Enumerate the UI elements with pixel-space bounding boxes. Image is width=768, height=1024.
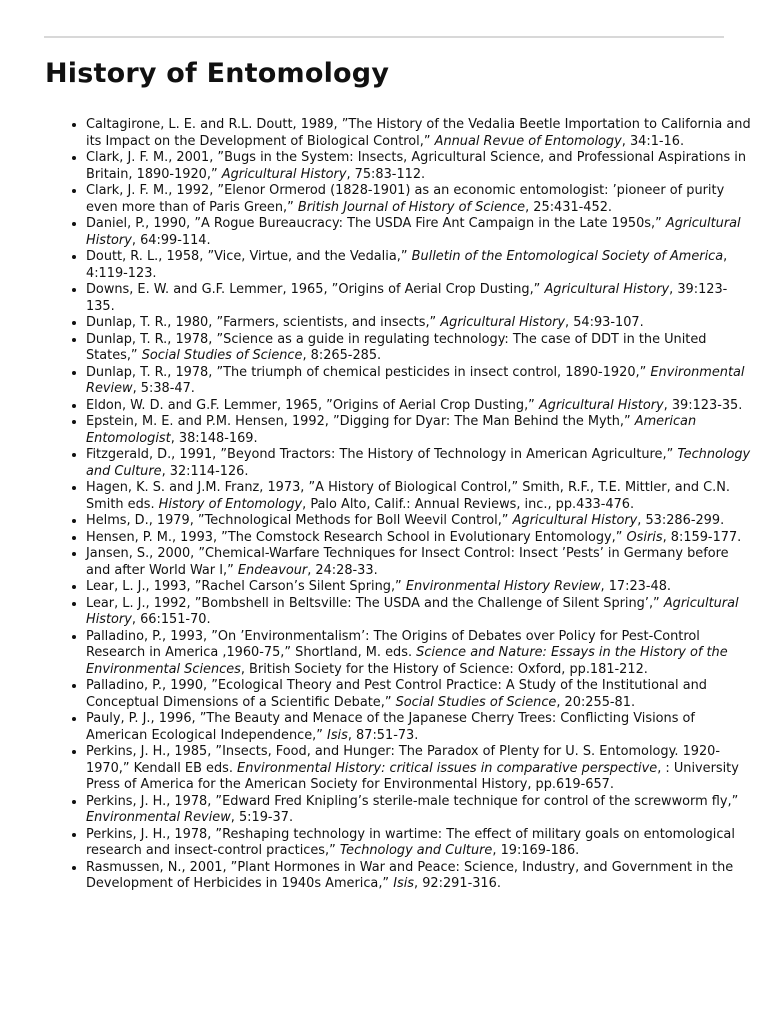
- reference-citation: , 25:431-452.: [525, 199, 612, 215]
- reference-item: [86, 629, 752, 679]
- reference-item: [86, 332, 752, 365]
- reference-source: Agricultural History: [544, 282, 670, 297]
- reference-citation: , 38:148-169.: [170, 430, 258, 446]
- reference-item: [86, 827, 752, 860]
- reference-citation: , 34:1-16.: [621, 133, 685, 149]
- reference-text: Eldon, W. D. and G.F. Lemmer, 1965, ”Origins of Aerial Crop Dusting,”: [86, 397, 539, 413]
- reference-citation: , 5:38-47.: [132, 381, 195, 396]
- reference-source: Bulletin of the Entomological Society of America: [411, 249, 724, 264]
- reference-text: Jansen, S., 2000, ”Chemical-Warfare Techniques for Insect Control: Insect ’Pests’ in Germany before and after World War I,”: [86, 546, 729, 578]
- reference-citation: , 66:151-70.: [131, 612, 211, 627]
- reference-source: Social Studies of Science: [395, 694, 557, 710]
- reference-item: [86, 794, 752, 827]
- reference-source: Isis: [327, 727, 348, 743]
- reference-citation: , 32:114-126.: [161, 463, 249, 479]
- reference-item: [86, 282, 752, 315]
- reference-source: Agricultural History: [512, 513, 638, 528]
- reference-source: Technology and Culture: [339, 843, 493, 858]
- reference-source: Isis: [393, 876, 415, 891]
- reference-citation: , British Society for the History of Science: Oxford, pp.181-212.: [240, 661, 648, 677]
- reference-item: [86, 249, 752, 282]
- reference-item: [86, 546, 752, 579]
- reference-source: History of Entomology: [158, 496, 303, 512]
- reference-text: Lear, L. J., 1992, ”Bombshell in Beltsville: The USDA and the Challenge of Silent Spring’,”: [86, 595, 664, 611]
- reference-citation: , 39:123-35.: [663, 397, 743, 413]
- reference-item: [86, 513, 752, 530]
- reference-text: Dunlap, T. R., 1978, ”Science as a guide in regulating technology: The case of DDT in the United States,”: [86, 331, 707, 363]
- reference-text: Perkins, J. H., 1985, ”Insects, Food, and Hunger: The Paradox of Plenty for U. S. Entomology. 1920-1970,” Kendall EB eds.: [86, 744, 721, 776]
- top-divider: [44, 36, 724, 38]
- reference-text: Rasmussen, N., 2001, ”Plant Hormones in War and Peace: Science, Industry, and Government in the Development of Herbicides in 1940s America,”: [86, 859, 734, 891]
- reference-source: Technology and Culture: [86, 447, 751, 479]
- reference-source: Environmental Review: [86, 810, 231, 825]
- reference-item: [86, 365, 752, 398]
- reference-source: Annual Revue of Entomology: [434, 133, 622, 149]
- reference-item: [86, 414, 752, 447]
- reference-citation: , 39:123-135.: [86, 282, 728, 314]
- reference-text: Pauly, P. J., 1996, ”The Beauty and Menace of the Japanese Cherry Trees: Conflicting Visions of American Ecological Independence,”: [86, 711, 695, 743]
- reference-source: Environmental History Review: [405, 579, 601, 594]
- reference-citation: , 24:28-33.: [307, 562, 378, 578]
- reference-text: Palladino, P., 1990, ”Ecological Theory and Pest Control Practice: A Study of the Institutional and Conceptual Dimensions of a Scientific Debate,”: [86, 678, 707, 710]
- reference-text: Caltagirone, L. E. and R.L. Doutt, 1989, ”The History of the Vedalia Beetle Importation to California and its Impact on the Development of Biological Control,”: [86, 117, 751, 149]
- reference-source: Agricultural History: [86, 595, 739, 627]
- reference-citation: , 8:265-285.: [302, 348, 382, 363]
- reference-citation: , : University Press of America for the American Society for Environmental History, pp.619-657.: [86, 760, 739, 792]
- reference-text: Hensen, P. M., 1993, ”The Comstock Research School in Evolutionary Entomology,”: [86, 529, 627, 545]
- reference-text: Lear, L. J., 1993, ”Rachel Carson’s Silent Spring,”: [86, 579, 406, 594]
- reference-source: Osiris: [626, 529, 663, 545]
- reference-item: [86, 579, 752, 596]
- reference-item: [86, 315, 752, 332]
- reference-list: [62, 117, 752, 893]
- page-title: History of Entomology: [45, 58, 390, 89]
- reference-text: Perkins, J. H., 1978, ”Edward Fred Knipling’s sterile-male technique for control of the screwworm fly,”: [86, 793, 739, 809]
- reference-text: Dunlap, T. R., 1980, ”Farmers, scientists, and insects,”: [86, 315, 441, 330]
- reference-item: [86, 678, 752, 711]
- reference-item: [86, 711, 752, 744]
- reference-item: [86, 216, 752, 249]
- reference-source: Environmental Review: [86, 364, 745, 396]
- reference-source: British Journal of History of Science: [297, 199, 526, 215]
- reference-item: [86, 480, 752, 513]
- reference-item: [86, 744, 752, 794]
- reference-citation: , 53:286-299.: [637, 513, 725, 528]
- reference-citation: , 87:51-73.: [347, 727, 419, 743]
- reference-source: Environmental History: critical issues in comparative perspective: [237, 760, 658, 776]
- reference-citation: , 75:83-112.: [346, 166, 426, 182]
- reference-citation: , 20:255-81.: [556, 694, 636, 710]
- reference-item: [86, 183, 752, 216]
- reference-text: Daniel, P., 1990, ”A Rogue Bureaucracy: The USDA Fire Ant Campaign in the Late 1950s,”: [86, 216, 666, 231]
- reference-citation: , 92:291-316.: [414, 876, 501, 891]
- reference-citation: , 19:169-186.: [492, 843, 580, 858]
- reference-text: Fitzgerald, D., 1991, ”Beyond Tractors: The History of Technology in American Agriculture,”: [86, 447, 678, 462]
- reference-citation: , 54:93-107.: [565, 315, 644, 330]
- reference-source: Agricultural History: [86, 216, 741, 248]
- reference-item: [86, 596, 752, 629]
- reference-text: Palladino, P., 1993, ”On ’Environmentalism’: The Origins of Debates over Policy for Pest-Control Research in America ,1960-75,” Shortland, M. eds.: [86, 628, 700, 660]
- reference-citation: , 8:159-177.: [662, 529, 742, 545]
- reference-text: Dunlap, T. R., 1978, ”The triumph of chemical pesticides in insect control, 1890-1920,”: [86, 364, 651, 380]
- reference-source: American Entomologist: [86, 414, 697, 446]
- reference-item: [86, 398, 752, 415]
- reference-source: Endeavour: [237, 562, 308, 578]
- reference-citation: , 64:99-114.: [131, 232, 211, 248]
- reference-item: [86, 447, 752, 480]
- reference-text: Downs, E. W. and G.F. Lemmer, 1965, ”Origins of Aerial Crop Dusting,”: [86, 282, 545, 297]
- reference-source: Agricultural History: [440, 315, 566, 330]
- reference-item: [86, 117, 752, 150]
- reference-item: [86, 530, 752, 547]
- reference-citation: , 5:19-37.: [230, 810, 294, 825]
- reference-source: Social Studies of Science: [141, 348, 303, 363]
- reference-citation: , Palo Alto, Calif.: Annual Reviews, inc., pp.433-476.: [302, 496, 635, 512]
- reference-text: Perkins, J. H., 1978, ”Reshaping technology in wartime: The effect of military goals on entomological research and insect-control practices,”: [86, 826, 735, 858]
- reference-source: Agricultural History: [538, 397, 664, 413]
- reference-source: Science and Nature: Essays in the History of the Environmental Sciences: [86, 645, 728, 677]
- reference-citation: , 4:119-123.: [86, 249, 728, 281]
- reference-item: [86, 150, 752, 183]
- reference-text: Helms, D., 1979, ”Technological Methods for Boll Weevil Control,”: [86, 513, 513, 528]
- reference-text: Hagen, K. S. and J.M. Franz, 1973, ”A History of Biological Control,” Smith, R.F., T.E. Mittler, and C.N. Smith eds.: [86, 480, 730, 512]
- reference-item: [86, 860, 752, 893]
- reference-text: Clark, J. F. M., 2001, ”Bugs in the System: Insects, Agricultural Science, and Professional Aspirations in Britain, 1890-1920,”: [86, 150, 747, 182]
- reference-citation: , 17:23-48.: [600, 579, 672, 594]
- reference-text: Doutt, R. L., 1958, ”Vice, Virtue, and the Vedalia,”: [86, 249, 412, 264]
- reference-text: Epstein, M. E. and P.M. Hensen, 1992, ”Digging for Dyar: The Man Behind the Myth,”: [86, 414, 635, 429]
- reference-source: Agricultural History: [221, 166, 347, 182]
- reference-text: Clark, J. F. M., 1992, ”Elenor Ormerod (1828-1901) as an economic entomologist: ’pioneer of purity even more than of Paris Green,”: [86, 183, 725, 215]
